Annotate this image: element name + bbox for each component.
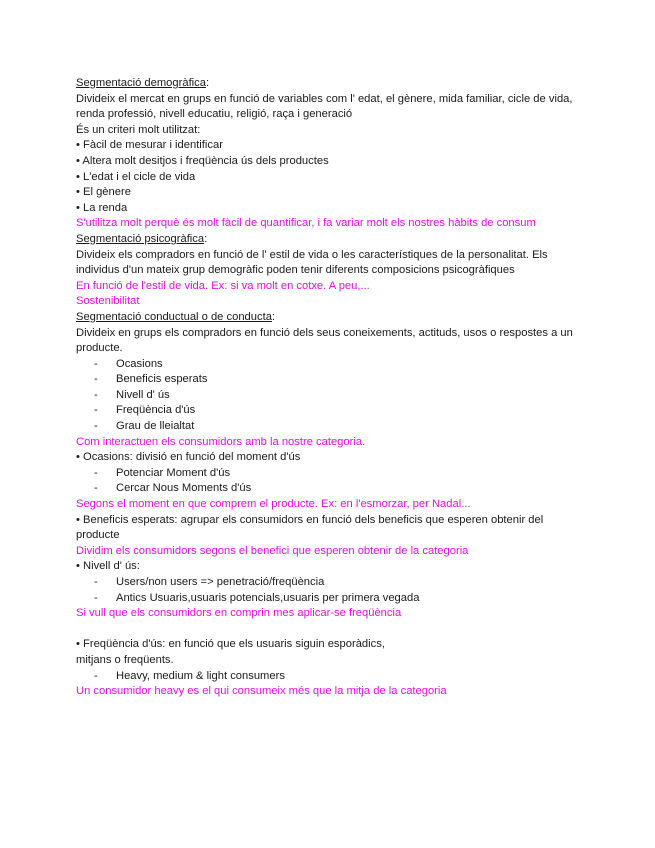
- heading-conductual: Segmentació conductual o de conducta: [76, 310, 272, 323]
- dash-marker: -: [94, 420, 98, 433]
- note-frequencia: Un consumidor heavy es el qui consumeix més que la mitja de la categoria: [76, 685, 447, 698]
- beneficis-bullet: • Beneficis esperats: agrupar els consumidors en funció dels beneficis que esperen obtenir del producte: [76, 513, 544, 542]
- note-conductual: Com interactuen els consumidors amb la nostre categoria.: [76, 435, 366, 448]
- section-title-demografica: [76, 76, 576, 92]
- dash-item-text: Nivell d' ús: [116, 388, 170, 401]
- dash-item: [76, 388, 576, 404]
- dash-marker: -: [94, 576, 98, 588]
- dash-marker: -: [94, 357, 98, 370]
- dash-marker: -: [94, 373, 98, 386]
- document-body: [76, 76, 576, 700]
- nivell-bullet: • Nivell d' ús:: [76, 560, 140, 573]
- dash-item-text: Antics Usuaris,usuaris potencials,usuaris per primera vegada: [116, 591, 420, 604]
- heading-colon: :: [205, 77, 210, 89]
- section-title-conductual: [76, 310, 576, 326]
- note-ocasions: Segons el moment en que comprem el producte. Ex: en l'esmorzar, per Nadal...: [76, 498, 471, 511]
- dash-item: [76, 669, 576, 685]
- blank-line: [76, 622, 576, 638]
- dash-item: [76, 575, 576, 591]
- bullet-item: • El gènere: [76, 186, 131, 199]
- note-demografica: S'utilitza molt perquè és molt fàcil de quantificar, i fa variar molt els nostres hàbits de consum: [76, 217, 536, 230]
- dash-item: [76, 372, 576, 388]
- frequencia-bullet-line2: mitjans o freqüents.: [76, 653, 174, 666]
- dash-item-text: Potenciar Moment d'ús: [116, 466, 231, 479]
- criteri-text: És un criteri molt utilitzat:: [76, 123, 201, 136]
- bullet-item: • Fàcil de mesurar i identificar: [76, 139, 223, 152]
- dash-item-text: Cercar Nous Moments d'ús: [116, 482, 252, 495]
- dash-marker: -: [94, 669, 98, 682]
- note-nivell: Si vull que els consumidors en comprin mes aplicar-se freqüència: [76, 607, 402, 620]
- dash-marker: -: [94, 466, 98, 479]
- dash-item: [76, 357, 576, 373]
- paragraph-psicografica: Divideix els compradors en funció de l' estil de vida o les característiques de la personalitat. Els individus d'un mateix grup demogràfic poden tenir diferents composicions psicogràfiques: [76, 248, 548, 277]
- dash-item: [76, 481, 576, 497]
- dash-marker: -: [94, 404, 98, 417]
- dash-item-text: Grau de lleialtat: [116, 420, 195, 433]
- dash-item: [76, 466, 576, 482]
- bullet-item: • L'edat i el cicle de vida: [76, 170, 196, 183]
- dash-item: [76, 419, 576, 435]
- heading-colon: :: [204, 232, 208, 245]
- note-psicografica-2: Sostenibilitat: [76, 295, 140, 308]
- dash-marker: -: [94, 388, 98, 401]
- section-title-psicografica: [76, 232, 576, 248]
- bullet-item: • La renda: [76, 201, 128, 214]
- note-beneficis: Dividim els consumidors segons el benefici que esperen obtenir de la categoria: [76, 544, 469, 557]
- dash-item: [76, 403, 576, 419]
- dash-marker: -: [94, 482, 98, 495]
- note-psicografica-1: En funció de l'estil de vida. Ex: si va molt en cotxe. A peu,...: [76, 279, 370, 292]
- paragraph-demografica: Divideix el mercat en grups en funció de variables com l' edat, el gènere, mida familiar, cicle de vida, renda professió, nivell educatiu, religió, raça i generació: [76, 92, 573, 121]
- dash-item-text: Freqüència d'ús: [116, 404, 196, 417]
- heading-colon: :: [271, 310, 276, 323]
- dash-item-text: Beneficis esperats: [116, 373, 208, 386]
- ocasions-bullet: • Ocasions: divisió en funció del moment d'ús: [76, 451, 301, 464]
- frequencia-bullet-line1: • Freqüència d'ús: en funció que els usuaris siguin esporàdics,: [76, 638, 385, 651]
- heading-demografica: Segmentació demogràfica: [76, 77, 206, 89]
- heading-psicografica: Segmentació psicogràfica: [76, 232, 205, 245]
- dash-item-text: Users/non users => penetració/freqüència: [116, 576, 325, 588]
- dash-item-text: Ocasions: [116, 357, 163, 370]
- paragraph-conductual: Divideix en grups els compradors en funció dels seus coneixements, actituds, usos o respostes a un producte.: [76, 326, 573, 355]
- dash-item-text: Heavy, medium & light consumers: [116, 669, 285, 682]
- bullet-item: • Altera molt desitjos i freqüència ús dels productes: [76, 154, 329, 167]
- dash-item: [76, 591, 576, 607]
- dash-marker: -: [94, 591, 98, 604]
